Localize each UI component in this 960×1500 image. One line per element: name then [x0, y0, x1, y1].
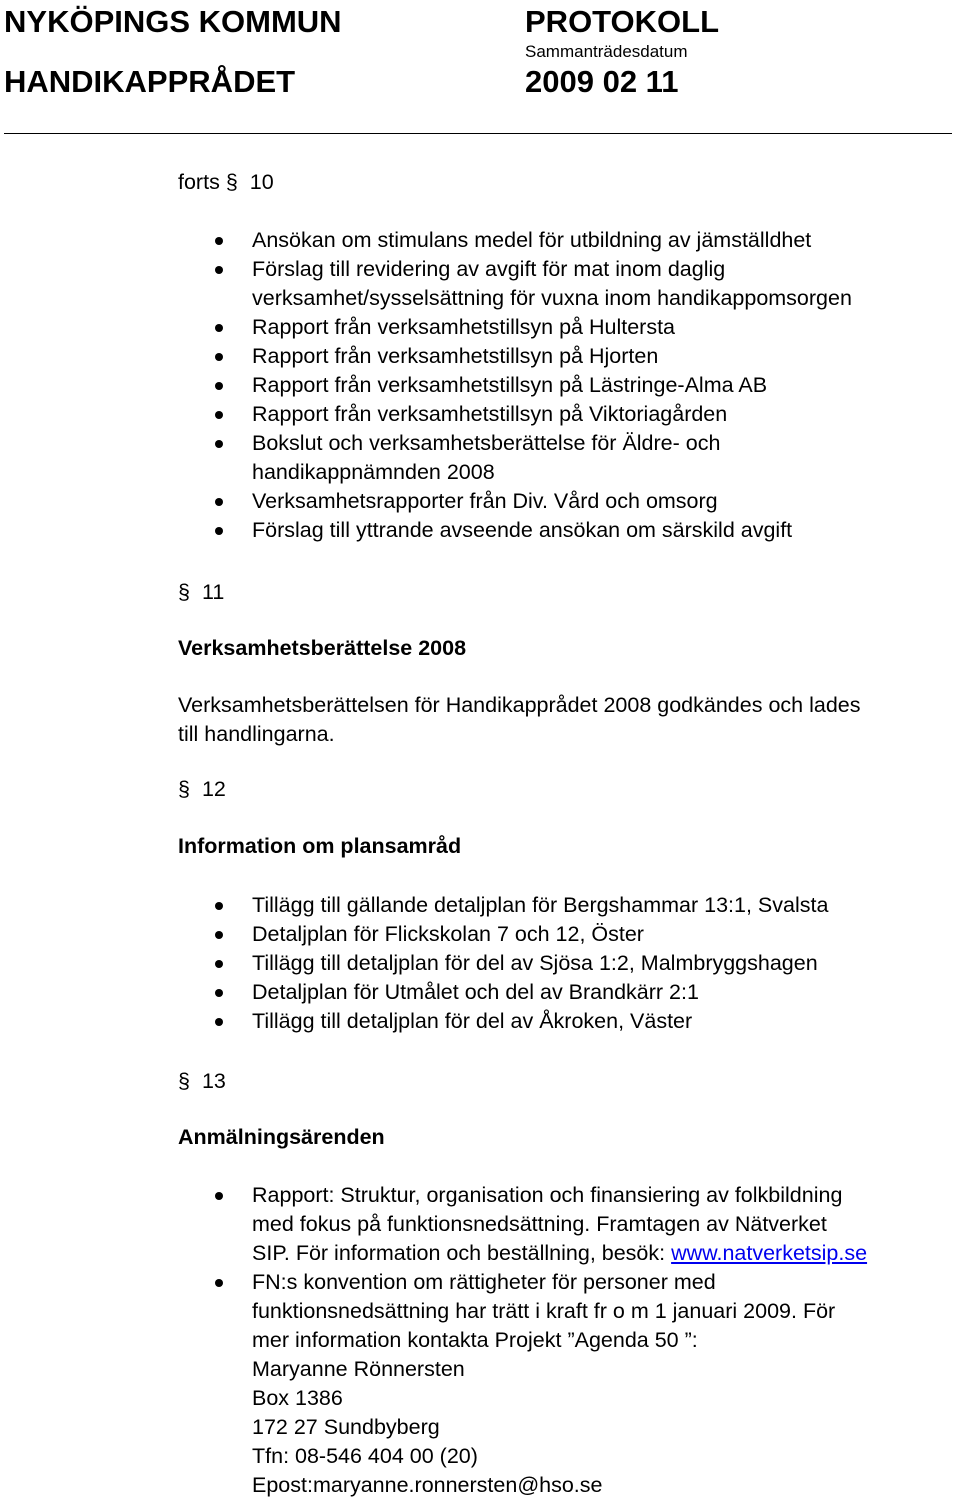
list-item: Tillägg till gällande detaljplan för Bergshammar 13:1, Svalsta — [252, 891, 828, 920]
section-sign: § — [178, 777, 190, 801]
section-12-marker — [178, 775, 226, 804]
section-12-heading: Information om plansamråd — [178, 834, 462, 858]
section-13-marker — [178, 1067, 226, 1096]
list-item: Bokslut och verksamhetsberättelse för Äldre- och handikappnämnden 2008 — [252, 429, 852, 487]
list-item: Rapport: Struktur, organisation och finansiering av folkbildning med fokus på funktionsnedsättning. Framtagen av Nätverket SIP. För information och beställning, besök: www.natverketsip.se — [252, 1181, 867, 1268]
list-item: Tillägg till detaljplan för del av Åkroken, Väster — [252, 1007, 828, 1036]
organization-name: NYKÖPINGS KOMMUN — [4, 4, 342, 39]
section-11-heading: Verksamhetsberättelse 2008 — [178, 636, 467, 660]
list-item: Rapport från verksamhetstillsyn på Hultersta — [252, 313, 852, 342]
contact-phone: Tfn: 08-546 404 00 (20) — [252, 1444, 478, 1468]
date-label: Sammanträdesdatum — [525, 42, 688, 61]
section-11-number: 11 — [201, 580, 225, 604]
section-10-list — [252, 226, 852, 545]
section-sign: § — [178, 580, 190, 604]
section-sign: § — [225, 170, 238, 194]
contact-email: Epost:maryanne.ronnersten@hso.se — [252, 1473, 603, 1497]
section-12-number: 12 — [201, 777, 226, 801]
section-11-body: Verksamhetsberättelsen för Handikapprådet 2008 godkändes och lades till handlingarna. — [178, 693, 861, 746]
section-13-list — [252, 1181, 867, 1500]
section-13-number: 13 — [201, 1069, 226, 1093]
list-item: Förslag till yttrande avseende ansökan om särskild avgift — [252, 516, 852, 545]
contact-name: Maryanne Rönnersten — [252, 1357, 465, 1381]
section-13-heading: Anmälningsärenden — [178, 1125, 385, 1149]
document-type: PROTOKOLL — [525, 4, 720, 39]
list-item: Detaljplan för Utmålet och del av Brandkärr 2:1 — [252, 978, 828, 1007]
list-item: Ansökan om stimulans medel för utbildning av jämställdhet — [252, 226, 852, 255]
section-10-number: 10 — [249, 170, 274, 194]
section-10-continued-label: forts — [178, 170, 220, 194]
section-10-marker — [178, 168, 274, 197]
section-11-marker — [178, 578, 224, 607]
list-item: Förslag till revidering av avgift för mat inom daglig verksamhet/sysselsättning för vuxna inom handikappomsorgen — [252, 255, 852, 313]
section-12-list — [252, 891, 828, 1036]
section-sign: § — [178, 1069, 190, 1093]
council-name: HANDIKAPPRÅDET — [4, 64, 296, 99]
list-item: Rapport från verksamhetstillsyn på Viktoriagården — [252, 400, 852, 429]
list-item: Tillägg till detaljplan för del av Sjösa 1:2, Malmbryggshagen — [252, 949, 828, 978]
list-item: Verksamhetsrapporter från Div. Vård och omsorg — [252, 487, 852, 516]
contact-postal: 172 27 Sundbyberg — [252, 1415, 440, 1439]
header-divider — [4, 133, 952, 134]
natverketsip-link[interactable]: www.natverketsip.se — [671, 1241, 868, 1265]
meeting-date: 2009 02 11 — [525, 64, 679, 99]
contact-box: Box 1386 — [252, 1386, 343, 1410]
list-item: FN:s konvention om rättigheter för personer med funktionsnedsättning har trätt i kraft fr o m 1 januari 2009. För mer information kontakta Projekt ”Agenda 50 ”: Maryanne Rönnersten Box 1386 172 27 Sundbyberg Tfn: 08-546 404 00 (20) Epost:maryanne.ronnersten@hso.se — [252, 1268, 867, 1500]
list-item: Rapport från verksamhetstillsyn på Lästringe-Alma AB — [252, 371, 852, 400]
list-item: Rapport från verksamhetstillsyn på Hjorten — [252, 342, 852, 371]
list-item: Detaljplan för Flickskolan 7 och 12, Öster — [252, 920, 828, 949]
